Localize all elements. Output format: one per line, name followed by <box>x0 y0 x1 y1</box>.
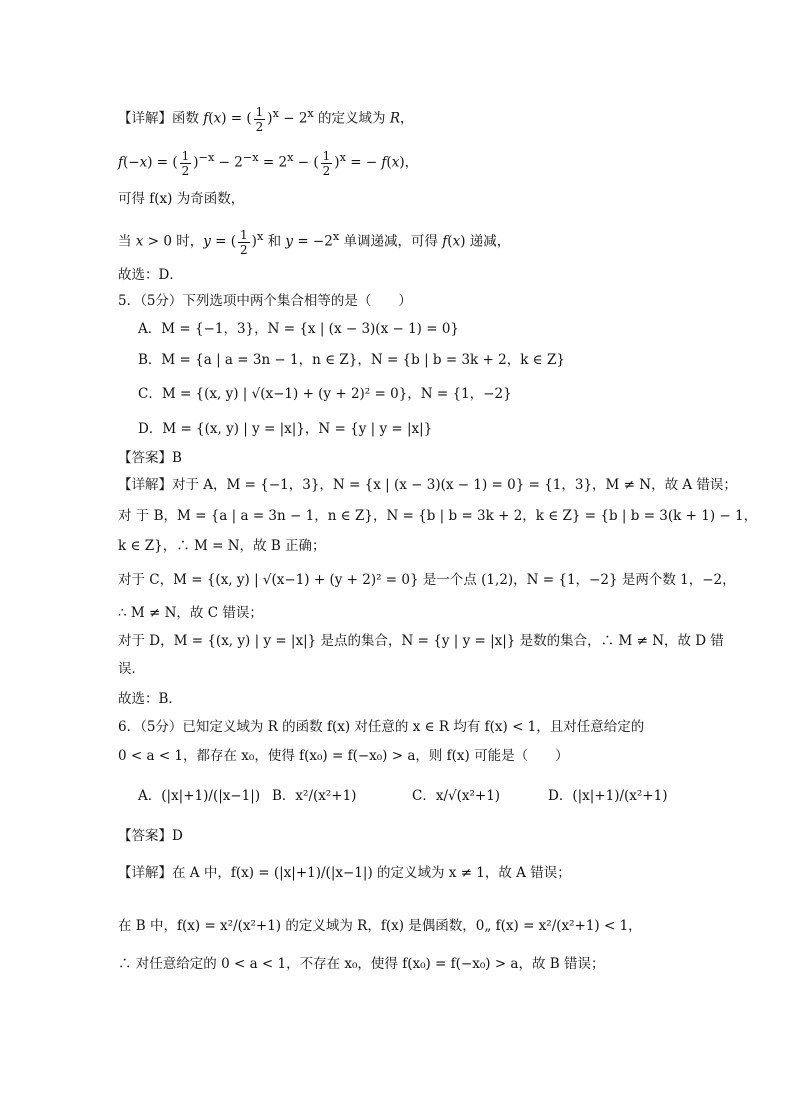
q6-option-b: B．x²/(x²+1) <box>272 788 357 804</box>
explain-6-line-1: 【详解】在 A 中，f(x) = (|x|+1)/(|x−1|) 的定义域为 x ≠ 1，故 A 错误； <box>118 865 571 881</box>
q5-option-c: C．M = {(x, y) | √(x−1) + (y + 2)² = 0}，N = {1，−2} <box>138 386 512 402</box>
line-odd: 可得 f(x) 为奇函数， <box>118 191 245 207</box>
explain-5-line-8: 故选：B． <box>118 691 182 707</box>
question-6-line-1: 6．（5分）已知定义域为 R 的函数 f(x) 对任意的 x ∈ R 均有 f(x) < 1，且对任意给定的 <box>118 719 645 735</box>
question-6-line-2: 0 < a < 1，都存在 x₀，使得 f(x₀) = f(−x₀) > a，则 f(x) 可能是（ ） <box>118 748 569 764</box>
answer-5: 【答案】B <box>118 450 182 466</box>
explain-5-line-7: 误． <box>118 661 145 677</box>
explain-5-line-6: 对于 D，M = {(x, y) | y = |x|} 是点的集合，N = {y | y = |x|} 是数的集合，∴ M ≠ N，故 D 错 <box>118 633 724 649</box>
explain-6-line-2: 在 B 中，f(x) = x²/(x²+1) 的定义域为 R，f(x) 是偶函数，0„ f(x) = x²/(x²+1) < 1， <box>118 918 642 934</box>
line-detail-1: 【详解】函数 f(x) = ( $\frac{1}{2}$ )$^x - 2^x$ 的定义域为 R， <box>118 104 414 134</box>
line-detail-2: f(−x) = ( $\frac{1}{2}$ )$^{-x} - 2^{-x} = 2^x$ − ( $\frac{1}{2}$ )$^x$ = − f(x)， <box>118 148 419 178</box>
explain-5-line-5: ∴ M ≠ N，故 C 错误； <box>118 605 263 621</box>
question-5: 5．（5分）下列选项中两个集合相等的是（ ） <box>118 293 412 309</box>
q5-option-b: B．M = {a | a = 3n − 1，n ∈ Z}，N = {b | b = 3k + 2，k ∈ Z} <box>138 352 565 368</box>
explain-5-line-2: 对 于 B，M = {a | a = 3n − 1，n ∈ Z}，N = {b | b = 3k + 2，k ∈ Z} = {b | b = 3(k + 1) − 1， <box>118 508 758 524</box>
answer-6: 【答案】D <box>118 828 183 844</box>
explain-5-line-4: 对于 C，M = {(x, y) | √(x−1) + (y + 2)² = 0} 是一个点 (1,2)，N = {1，−2} 是两个数 1，−2， <box>118 572 736 588</box>
q5-option-a: A．M = {−1，3}，N = {x | (x − 3)(x − 1) = 0} <box>138 321 460 337</box>
line-choose-d: 故选：D． <box>118 267 183 283</box>
explain-6-line-3: ∴ 对任意给定的 0 < a < 1，不存在 x₀，使得 f(x₀) = f(−x₀) > a，故 B 错误； <box>118 956 605 972</box>
explain-5-line-1: 【详解】对于 A，M = {−1，3}，N = {x | (x − 3)(x − 1) = 0} = {1，3}，M ≠ N，故 A 错误； <box>118 477 737 493</box>
q6-option-d: D．(|x|+1)/(x²+1) <box>548 788 668 804</box>
q6-option-c: C．x/√(x²+1) <box>412 788 501 804</box>
q6-option-a: A．(|x|+1)/(|x−1|) <box>138 788 261 804</box>
line-monotone: 当 x > 0 时，y = ( $\frac{1}{2}$ )$^x$ 和 $y = -2^x$ 单调递减，可得 f(x) 递减， <box>118 227 511 257</box>
explain-5-line-3: k ∈ Z}，∴ M = N，故 B 正确； <box>118 538 326 554</box>
q5-option-d: D．M = {(x, y) | y = |x|}，N = {y | y = |x|} <box>138 421 433 437</box>
